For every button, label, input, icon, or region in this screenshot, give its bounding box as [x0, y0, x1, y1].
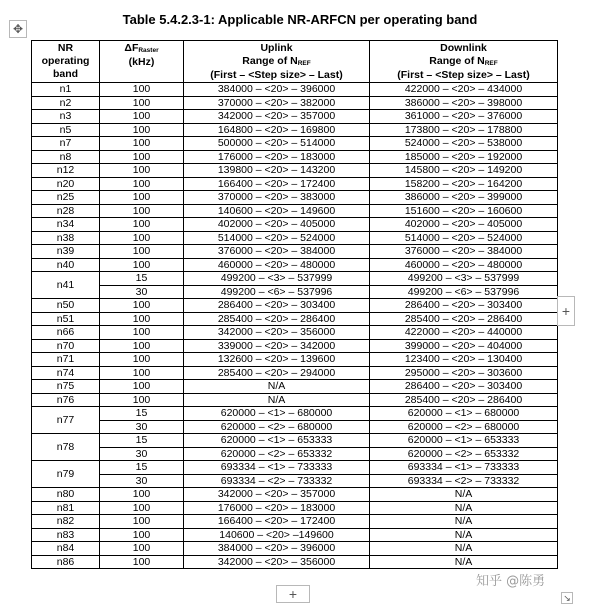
uplink-cell: 514000 – <20> – 524000 [184, 231, 370, 245]
uplink-cell: 132600 – <20> – 139600 [184, 353, 370, 367]
table-row [32, 137, 558, 151]
uplink-cell: 500000 – <20> – 514000 [184, 137, 370, 151]
header-raster: $\Delta F_{Raster}$ (kHz) [100, 41, 184, 83]
downlink-cell: 386000 – <20> – 399000 [370, 191, 558, 205]
watermark: 知乎 @陈勇 [476, 574, 546, 589]
table-row [32, 555, 558, 569]
band-cell: n41 [32, 272, 100, 299]
raster-cell: 100 [100, 137, 184, 151]
band-cell: n8 [32, 150, 100, 164]
raster-cell: 30 [100, 285, 184, 299]
downlink-cell: N/A [370, 542, 558, 556]
downlink-cell: 499200 – <3> – 537999 [370, 272, 558, 286]
table-row [32, 218, 558, 232]
band-cell: n76 [32, 393, 100, 407]
raster-cell: 100 [100, 218, 184, 232]
raster-cell: 100 [100, 501, 184, 515]
band-cell: n38 [32, 231, 100, 245]
band-cell: n1 [32, 83, 100, 97]
uplink-cell: 693334 – <2> – 733332 [184, 474, 370, 488]
uplink-cell: 693334 – <1> – 733333 [184, 461, 370, 475]
table-body [32, 83, 558, 569]
table-row [32, 488, 558, 502]
uplink-cell: 166400 – <20> – 172400 [184, 515, 370, 529]
table-row [32, 83, 558, 97]
uplink-cell: 499200 – <6> – 537996 [184, 285, 370, 299]
table-row [32, 542, 558, 556]
raster-cell: 100 [100, 488, 184, 502]
table-row [32, 380, 558, 394]
table-row [32, 285, 558, 299]
band-cell: n80 [32, 488, 100, 502]
band-cell: n39 [32, 245, 100, 259]
downlink-cell: 620000 – <2> – 653332 [370, 447, 558, 461]
raster-cell: 100 [100, 204, 184, 218]
raster-cell: 100 [100, 96, 184, 110]
table-row [32, 420, 558, 434]
band-cell: n78 [32, 434, 100, 461]
uplink-cell: 342000 – <20> – 356000 [184, 326, 370, 340]
downlink-cell: 386000 – <20> – 398000 [370, 96, 558, 110]
downlink-cell: 460000 – <20> – 480000 [370, 258, 558, 272]
raster-cell: 30 [100, 447, 184, 461]
raster-cell: 100 [100, 245, 184, 259]
raster-cell: 100 [100, 353, 184, 367]
band-cell: n20 [32, 177, 100, 191]
band-cell: n77 [32, 407, 100, 434]
table-row [32, 353, 558, 367]
raster-cell: 100 [100, 164, 184, 178]
band-cell: n2 [32, 96, 100, 110]
downlink-cell: 285400 – <20> – 286400 [370, 393, 558, 407]
uplink-cell: 620000 – <1> – 653333 [184, 434, 370, 448]
table-row [32, 474, 558, 488]
uplink-cell: 384000 – <20> – 396000 [184, 542, 370, 556]
add-column-button[interactable]: + [557, 296, 575, 326]
band-cell: n81 [32, 501, 100, 515]
table-row [32, 96, 558, 110]
raster-cell: 100 [100, 515, 184, 529]
band-cell: n25 [32, 191, 100, 205]
table-row [32, 258, 558, 272]
raster-cell: 100 [100, 231, 184, 245]
uplink-cell: N/A [184, 393, 370, 407]
nr-arfcn-table [31, 40, 558, 569]
table-row [32, 407, 558, 421]
table-row [32, 150, 558, 164]
band-cell: n50 [32, 299, 100, 313]
band-cell: n34 [32, 218, 100, 232]
uplink-cell: 342000 – <20> – 357000 [184, 488, 370, 502]
downlink-cell: 285400 – <20> – 286400 [370, 312, 558, 326]
table-caption: Table 5.4.2.3-1: Applicable NR-ARFCN per operating band [122, 12, 478, 27]
raster-cell: 100 [100, 258, 184, 272]
uplink-cell: 286400 – <20> – 303400 [184, 299, 370, 313]
downlink-cell: 286400 – <20> – 303400 [370, 380, 558, 394]
uplink-cell: 370000 – <20> – 382000 [184, 96, 370, 110]
uplink-cell: 176000 – <20> – 183000 [184, 150, 370, 164]
header-band: NR operating band [32, 41, 100, 83]
uplink-cell: 402000 – <20> – 405000 [184, 218, 370, 232]
band-cell: n79 [32, 461, 100, 488]
band-cell: n75 [32, 380, 100, 394]
uplink-cell: 342000 – <20> – 357000 [184, 110, 370, 124]
raster-cell: 15 [100, 461, 184, 475]
header-downlink: Downlink Range of $N_{REF}$ (First – <Step size> – Last) [370, 41, 558, 83]
table-row [32, 204, 558, 218]
band-cell: n5 [32, 123, 100, 137]
band-cell: n66 [32, 326, 100, 340]
uplink-cell: 166400 – <20> – 172400 [184, 177, 370, 191]
table-row [32, 515, 558, 529]
downlink-cell: 693334 – <2> – 733332 [370, 474, 558, 488]
uplink-cell: 370000 – <20> – 383000 [184, 191, 370, 205]
raster-cell: 15 [100, 272, 184, 286]
band-cell: n71 [32, 353, 100, 367]
downlink-cell: 361000 – <20> – 376000 [370, 110, 558, 124]
table-row [32, 434, 558, 448]
downlink-cell: 514000 – <20> – 524000 [370, 231, 558, 245]
raster-cell: 100 [100, 83, 184, 97]
uplink-cell: 499200 – <3> – 537999 [184, 272, 370, 286]
downlink-cell: 402000 – <20> – 405000 [370, 218, 558, 232]
downlink-cell: 173800 – <20> – 178800 [370, 123, 558, 137]
raster-cell: 100 [100, 191, 184, 205]
table-row [32, 110, 558, 124]
raster-cell: 100 [100, 528, 184, 542]
downlink-cell: 145800 – <20> – 149200 [370, 164, 558, 178]
uplink-cell: 339000 – <20> – 342000 [184, 339, 370, 353]
downlink-cell: N/A [370, 501, 558, 515]
uplink-cell: 620000 – <1> – 680000 [184, 407, 370, 421]
uplink-cell: 620000 – <2> – 653332 [184, 447, 370, 461]
raster-cell: 100 [100, 177, 184, 191]
table-row [32, 393, 558, 407]
uplink-cell: 620000 – <2> – 680000 [184, 420, 370, 434]
downlink-cell: 620000 – <2> – 680000 [370, 420, 558, 434]
downlink-cell: 499200 – <6> – 537996 [370, 285, 558, 299]
table-row [32, 231, 558, 245]
uplink-cell: 176000 – <20> – 183000 [184, 501, 370, 515]
uplink-cell: 285400 – <20> – 286400 [184, 312, 370, 326]
table-row [32, 272, 558, 286]
downlink-cell: 185000 – <20> – 192000 [370, 150, 558, 164]
downlink-cell: 693334 – <1> – 733333 [370, 461, 558, 475]
downlink-cell: 620000 – <1> – 653333 [370, 434, 558, 448]
downlink-cell: N/A [370, 488, 558, 502]
downlink-cell: 399000 – <20> – 404000 [370, 339, 558, 353]
uplink-cell: 384000 – <20> – 396000 [184, 83, 370, 97]
raster-cell: 30 [100, 474, 184, 488]
header-uplink: Uplink Range of $N_{REF}$ (First – <Step size> – Last) [184, 41, 370, 83]
raster-cell: 100 [100, 123, 184, 137]
downlink-cell: 422000 – <20> – 434000 [370, 83, 558, 97]
raster-cell: 100 [100, 150, 184, 164]
raster-cell: 100 [100, 312, 184, 326]
table-row [32, 191, 558, 205]
raster-cell: 100 [100, 339, 184, 353]
table-resize-handle-icon[interactable]: ↘ [561, 592, 573, 604]
raster-cell: 100 [100, 110, 184, 124]
table-row [32, 164, 558, 178]
downlink-cell: 376000 – <20> – 384000 [370, 245, 558, 259]
uplink-cell: 164800 – <20> – 169800 [184, 123, 370, 137]
uplink-cell: 376000 – <20> – 384000 [184, 245, 370, 259]
table-row [32, 312, 558, 326]
band-cell: n7 [32, 137, 100, 151]
downlink-cell: N/A [370, 528, 558, 542]
downlink-cell: 620000 – <1> – 680000 [370, 407, 558, 421]
band-cell: n84 [32, 542, 100, 556]
table-move-handle-icon[interactable]: ✥ [9, 20, 27, 38]
raster-cell: 100 [100, 366, 184, 380]
downlink-cell: N/A [370, 515, 558, 529]
table-row [32, 528, 558, 542]
table-row [32, 299, 558, 313]
table-row [32, 447, 558, 461]
raster-cell: 100 [100, 393, 184, 407]
downlink-cell: 524000 – <20> – 538000 [370, 137, 558, 151]
band-cell: n3 [32, 110, 100, 124]
table-row [32, 501, 558, 515]
downlink-cell: 123400 – <20> – 130400 [370, 353, 558, 367]
raster-cell: 100 [100, 380, 184, 394]
table-row [32, 339, 558, 353]
downlink-cell: 422000 – <20> – 440000 [370, 326, 558, 340]
raster-cell: 30 [100, 420, 184, 434]
band-cell: n74 [32, 366, 100, 380]
uplink-cell: 285400 – <20> – 294000 [184, 366, 370, 380]
uplink-cell: 342000 – <20> – 356000 [184, 555, 370, 569]
band-cell: n82 [32, 515, 100, 529]
downlink-cell: N/A [370, 555, 558, 569]
band-cell: n70 [32, 339, 100, 353]
band-cell: n28 [32, 204, 100, 218]
add-row-button[interactable]: + [276, 585, 310, 603]
uplink-cell: 140600 – <20> – 149600 [184, 204, 370, 218]
band-cell: n12 [32, 164, 100, 178]
band-cell: n51 [32, 312, 100, 326]
band-cell: n86 [32, 555, 100, 569]
raster-cell: 15 [100, 407, 184, 421]
table-row [32, 461, 558, 475]
uplink-cell: 140600 – <20> –149600 [184, 528, 370, 542]
table-row [32, 123, 558, 137]
table-row [32, 366, 558, 380]
table-row [32, 326, 558, 340]
uplink-cell: 460000 – <20> – 480000 [184, 258, 370, 272]
table-header-row [32, 41, 558, 83]
uplink-cell: N/A [184, 380, 370, 394]
raster-cell: 100 [100, 299, 184, 313]
table-row [32, 177, 558, 191]
downlink-cell: 158200 – <20> – 164200 [370, 177, 558, 191]
band-cell: n40 [32, 258, 100, 272]
table-row [32, 245, 558, 259]
raster-cell: 15 [100, 434, 184, 448]
downlink-cell: 151600 – <20> – 160600 [370, 204, 558, 218]
downlink-cell: 295000 – <20> – 303600 [370, 366, 558, 380]
raster-cell: 100 [100, 542, 184, 556]
band-cell: n83 [32, 528, 100, 542]
uplink-cell: 139800 – <20> – 143200 [184, 164, 370, 178]
raster-cell: 100 [100, 326, 184, 340]
downlink-cell: 286400 – <20> – 303400 [370, 299, 558, 313]
raster-cell: 100 [100, 555, 184, 569]
